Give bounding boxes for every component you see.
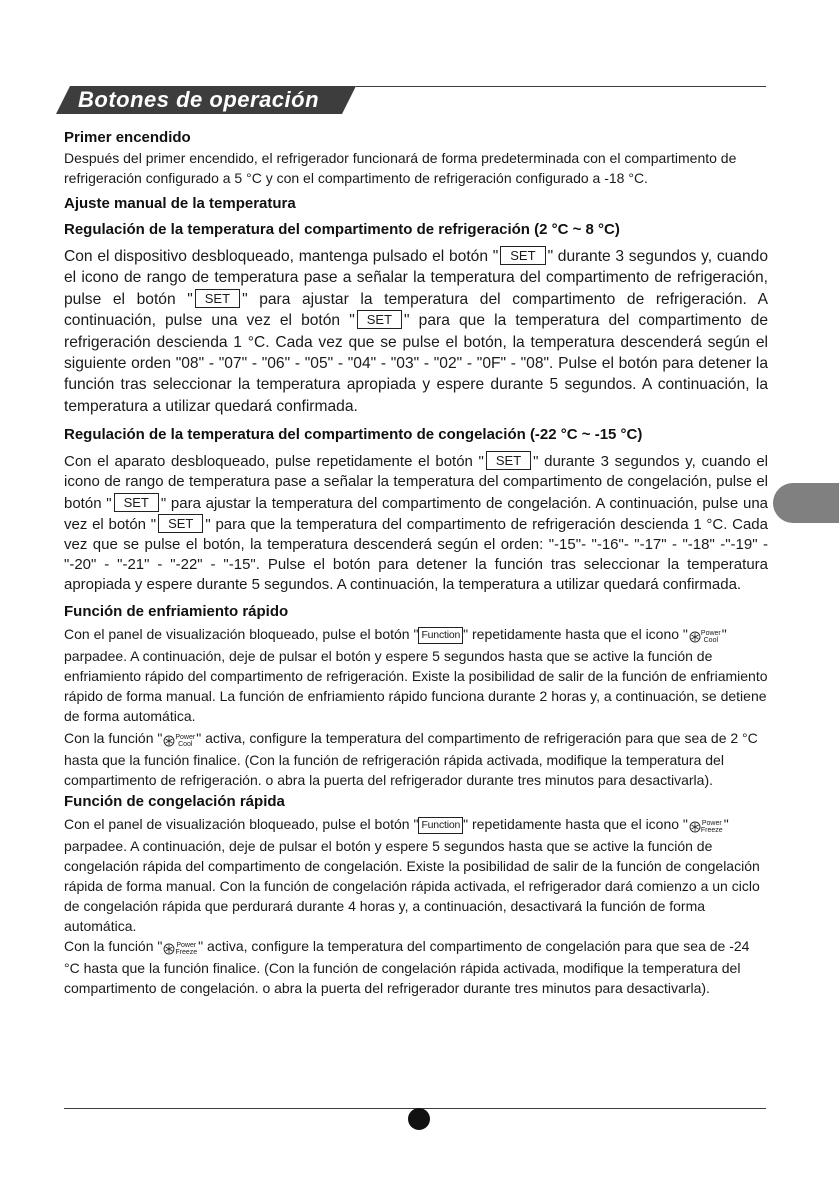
power-freeze-icon: Power Freeze bbox=[689, 816, 723, 836]
paragraph-primer-encendido: Después del primer encendido, el refrigerador funcionará de forma predeterminada con el compartimento de refrigeración configurado a 5 °C y con el compartimento de refrigeración configurado a -18 °C. bbox=[64, 150, 737, 186]
paragraph-enfriamiento-rapido-2: Con la función " Power Cool " activa, configure la temperatura del compartimento de refrigeración para que sea de 2 °C hasta que la función finalice. (Con la función de refrigeración rápida activada, modifique la temperatura del compartimento de refrigeración. o abra la puerta del refrigerador durante tres minutos para desactivarla). bbox=[64, 729, 758, 788]
page-number-marker bbox=[408, 1108, 430, 1130]
section-title: Botones de operación bbox=[78, 87, 320, 112]
function-button-label: Function bbox=[418, 817, 463, 834]
set-button-label: SET bbox=[500, 246, 545, 265]
paragraph-congelacion-rapida-1: Con el panel de visualización bloqueado, pulse el botón " Function " repetidamente hasta que el icono " Power Freeze" parpadee. A continuación, deje de pulsar el botón y espere 5 segundos hasta que se active la función de congelación rápida del compartimento de congelación. Existe la posibilidad de salir de la función de congelación rápida de forma manual. Con la función de congelación rápida activada, el refrigerador dará comienzo a un ciclo de congelación rápida que perdurará durante 4 horas y, a continuación, desactivará la función de forma automática. bbox=[64, 815, 760, 934]
set-button-label: SET bbox=[486, 451, 531, 470]
set-button-label: SET bbox=[195, 289, 240, 308]
heading-ajuste-manual: Ajuste manual de la temperatura bbox=[64, 195, 296, 212]
side-tab-marker bbox=[773, 483, 839, 523]
header-rule bbox=[356, 86, 766, 87]
power-freeze-icon: Power Freeze bbox=[163, 938, 197, 958]
main-content bbox=[64, 128, 768, 998]
power-cool-icon: Power Cool bbox=[689, 626, 721, 646]
function-button-label: Function bbox=[418, 627, 463, 644]
power-cool-icon: Power Cool bbox=[163, 730, 195, 750]
paragraph-enfriamiento-rapido-1: Con el panel de visualización bloqueado, pulse el botón " Function " repetidamente hasta que el icono " Power Cool " parpadee. A continuación, deje de pulsar el botón y espere 5 segundos hasta que se active la función de enfriamiento rápido del compartimento de refrigeración. Existe la posibilidad de salir de la función de enfriamiento rápido de forma manual. La función de enfriamiento rápido funciona durante 2 horas y, a continuación, se detiene de forma automática. bbox=[64, 625, 768, 724]
heading-congelacion: Regulación de la temperatura del compartimento de congelación (-22 °C ~ -15 °C) bbox=[64, 426, 643, 444]
heading-refrigeracion: Regulación de la temperatura del compartimento de refrigeración (2 °C ~ 8 °C) bbox=[64, 221, 620, 238]
set-button-label: SET bbox=[158, 514, 203, 533]
paragraph-congelacion-rapida-2: Con la función " Power Freeze" activa, configure la temperatura del compartimento de congelación para que sea de -24 °C hasta que la función finalice. (Con la función de congelación rápida activada, modifique la temperatura del compartimento de congelación. o abra la puerta del refrigerador durante tres minutos para desactivarla). bbox=[64, 937, 750, 996]
heading-primer-encendido: Primer encendido bbox=[64, 129, 191, 146]
set-button-label: SET bbox=[357, 310, 402, 329]
heading-enfriamiento-rapido: Función de enfriamiento rápido bbox=[64, 602, 289, 620]
heading-congelacion-rapida: Función de congelación rápida bbox=[64, 792, 285, 810]
set-button-label: SET bbox=[114, 493, 159, 512]
paragraph-refrigeracion: Con el dispositivo desbloqueado, mantenga pulsado el botón " SET " durante 3 segundos y, cuando el icono de rango de temperatura pase a señalar la temperatura del compartimento de refrigeración, pulse el botón " SET " para ajustar la temperatura del compartimento de refrigeración. A continuación, pulse una vez el botón " SET " para que la temperatura del compartimento de refrigeración descienda 1 °C. Cada vez que se pulse el botón, la temperatura descenderá según el siguiente orden "08" - "07" - "06" - "05" - "04" - "03" - "02" - "0F" - "08". Pulse el botón para detener la función tras seleccionar la temperatura apropiada y espere durante 5 segundos. A continuación, la temperatura a utilizar quedará confirmada. bbox=[64, 248, 768, 415]
paragraph-congelacion: Con el aparato desbloqueado, pulse repetidamente el botón " SET " durante 3 segundos y, cuando el icono de rango de temperatura pase a señalar la temperatura del compartimento de congelación, pulse el botón " SET " para ajustar la temperatura del compartimento de congelación. A continuación, pulse una vez el botón " SET " para que la temperatura del compartimento de refrigeración descienda 1 °C. Cada vez que se pulse el botón, la temperatura descenderá según el orden: "-15"- "-16"- "-17" - "-18" -"-19" - "-20" - "-21" - "-22" - "-15". Pulse el botón para detener la función tras seleccionar la temperatura apropiada y espere durante 5 segundos. A continuación, la temperatura a utilizar quedará confirmada. bbox=[64, 453, 769, 594]
